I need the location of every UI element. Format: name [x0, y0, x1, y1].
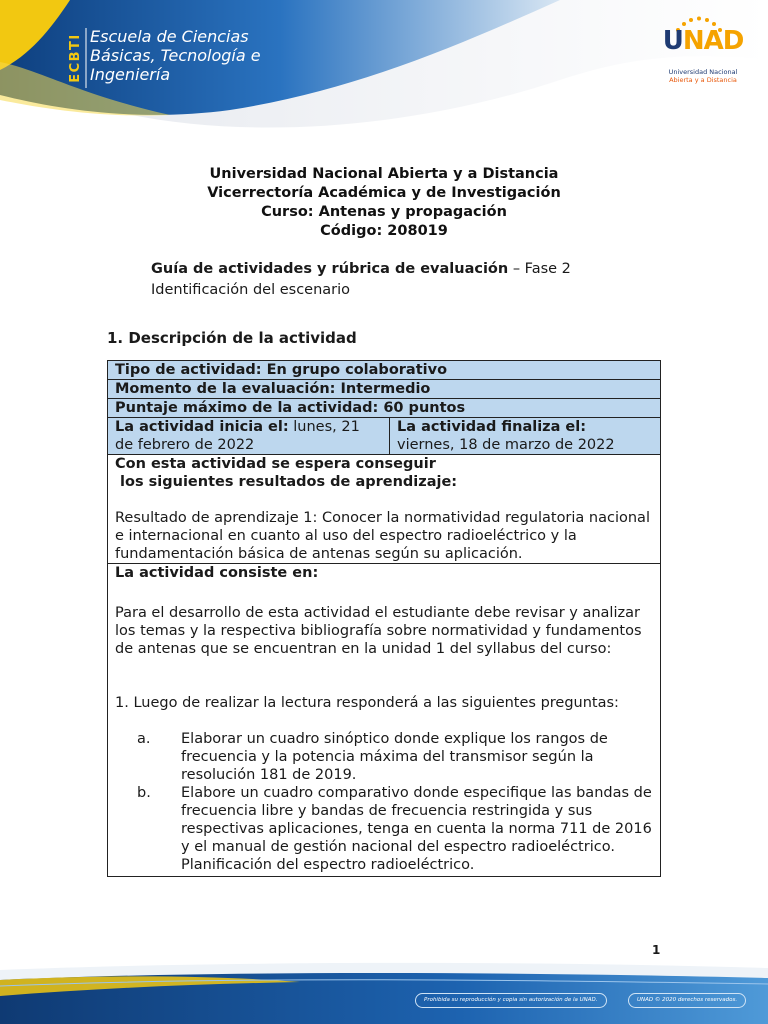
table-row: [108, 418, 661, 455]
activity-type-cell: Tipo de actividad: En grupo colaborativo: [108, 361, 661, 380]
table-row: [108, 455, 661, 564]
course-code: Código: 208019: [320, 223, 448, 239]
school-name-line: Escuela de Ciencias: [90, 27, 249, 46]
guide-title: [151, 259, 571, 279]
learning-outcomes-cell: [108, 455, 661, 564]
activity-table: [107, 360, 661, 877]
list-item: [115, 730, 653, 784]
page-number: 1: [652, 943, 661, 957]
section-title: 1. Descripción de la actividad: [107, 329, 357, 347]
vice-rectory: Vicerrectoría Académica y de Investigación: [207, 185, 561, 201]
table-row: [108, 564, 661, 877]
rights-notice: UNAD © 2020 derechos reservados.: [628, 993, 746, 1008]
table-row: [108, 380, 661, 399]
guide-title-phase: – Fase 2: [508, 261, 571, 277]
course-name: Curso: Antenas y propagación: [261, 204, 507, 220]
end-date-label: La actividad finaliza el:: [397, 419, 587, 435]
school-name-line: Ingeniería: [90, 65, 171, 84]
guide-subtitle: Identificación del escenario: [151, 282, 351, 298]
table-row: [108, 361, 661, 380]
activity-description-cell: [108, 564, 661, 877]
header-banner: [0, 0, 768, 140]
list-item: [115, 784, 653, 874]
end-date-value: viernes, 18 de marzo de 2022: [397, 437, 615, 453]
list-item-text: Elaborar un cuadro sinóptico donde explique los rangos de frecuencia y la potencia máxima del transmisor según la resolución 181 de 2019.: [181, 731, 608, 783]
logo-line-2: Abierta y a Distancia: [669, 76, 737, 84]
end-date-cell: [390, 418, 661, 455]
logo-u: U: [662, 26, 683, 56]
logo-line-1: Universidad Nacional: [668, 68, 738, 76]
table-row: [108, 399, 661, 418]
step-1: 1. Luego de realizar la lectura responderá a las siguientes preguntas:: [115, 695, 619, 711]
copyright-notice: Prohibida su reproducción y copia sin autorización de la UNAD.: [415, 993, 607, 1008]
start-date-value: lunes, 21 de febrero de 2022: [115, 419, 360, 453]
school-name: [90, 27, 310, 84]
unad-logo: [660, 18, 746, 90]
sub-items-list: [115, 730, 653, 874]
institution-block: [0, 165, 768, 241]
guide-title-bold: Guía de actividades y rúbrica de evaluación: [151, 261, 509, 277]
consists-heading: La actividad consiste en:: [115, 565, 319, 581]
consists-intro: Para el desarrollo de esta actividad el estudiante debe revisar y analizar los temas y la respectiva bibliografía sobre normatividad y fundamentos de antenas que se encuentran en la unidad 1 del syllabus del curso:: [115, 605, 642, 657]
evaluation-moment-cell: Momento de la evaluación: Intermedio: [108, 380, 661, 399]
learning-outcome-1: Resultado de aprendizaje 1: Conocer la normatividad regulatoria nacional e internacional en cuanto al uso del espectro radioeléctrico y la fundamentación básica de antenas según su aplicación.: [115, 510, 650, 562]
list-item-mark: b.: [137, 785, 151, 801]
school-name-line: Básicas, Tecnología e: [90, 46, 261, 65]
university-name: Universidad Nacional Abierta y a Distancia: [209, 166, 559, 182]
outcomes-heading-line: Con esta actividad se espera conseguir: [115, 456, 436, 472]
outcomes-heading-line: los siguientes resultados de aprendizaje:: [115, 474, 458, 490]
ecbti-acronym: ECBTI: [68, 33, 83, 83]
logo-wordmark: [660, 26, 746, 56]
list-item-mark: a.: [137, 731, 151, 747]
max-score-cell: Puntaje máximo de la actividad: 60 puntos: [108, 399, 661, 418]
list-item-text: Elabore un cuadro comparativo donde especifique las bandas de frecuencia libre y bandas de frecuencia restringida y sus respectivas aplicaciones, tenga en cuenta la norma 711 de 2016 y el manual de gestión nacional del espectro radioeléctrico. Planificación del espectro radioeléctrico.: [181, 785, 652, 873]
start-date-label: La actividad inicia el:: [115, 419, 289, 435]
start-date-cell: [108, 418, 390, 455]
logo-nad: NAD: [682, 26, 744, 56]
